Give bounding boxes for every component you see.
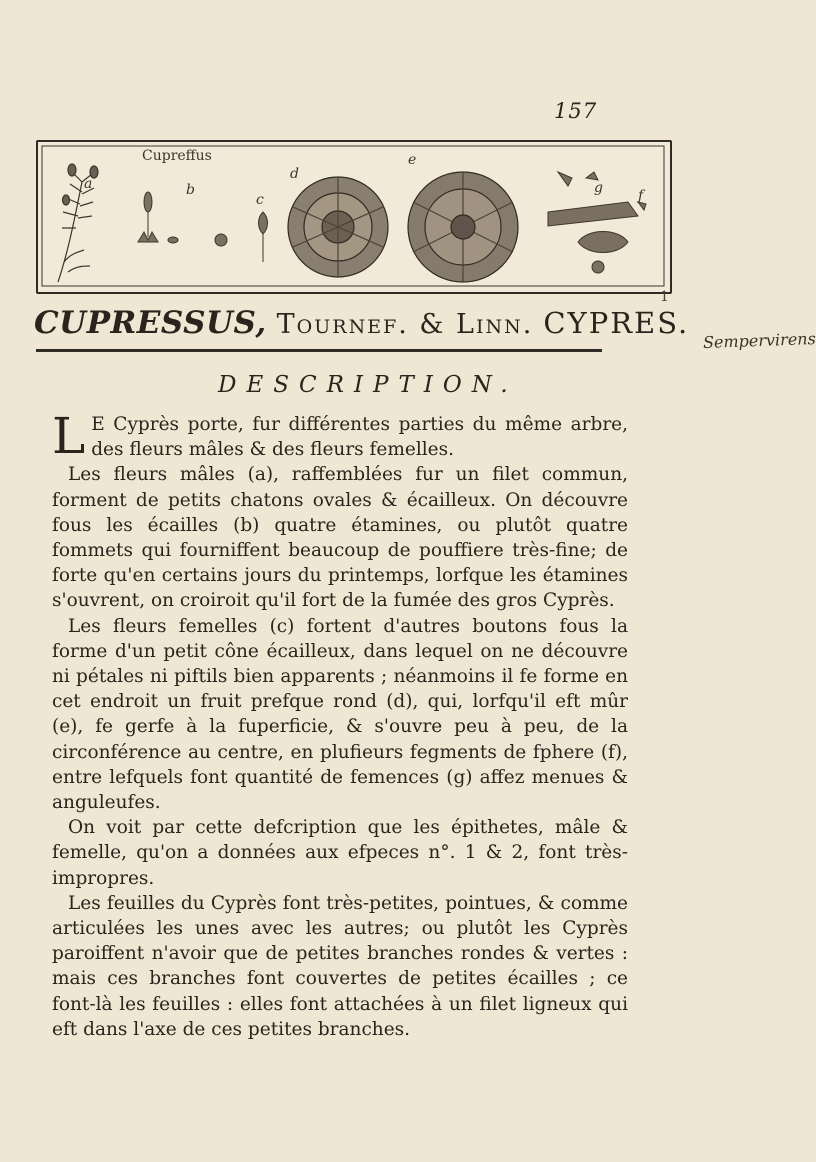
title-rule	[36, 349, 602, 352]
drop-cap: L	[52, 407, 86, 465]
plate-letter-c: c	[256, 192, 264, 208]
paragraph-1	[52, 407, 628, 465]
plate-letter-e: e	[408, 152, 417, 168]
paragraph-4: On voit par cette defcription que les épithetes, mâle & femelle, qu'on a données aux efpeces n°. 1 & 2, font très-impropres.	[52, 817, 628, 889]
botanical-plate	[36, 140, 672, 294]
title-authorities: Tournef. & Linn.	[276, 309, 534, 340]
plate-letter-b: b	[186, 182, 195, 198]
plate-letter-a: a	[84, 176, 93, 192]
page-title	[34, 305, 690, 341]
cone-e-drawing	[408, 172, 518, 282]
paragraph-2: Les fleurs mâles (a), raffemblées fur un filet commun, forment de petits chatons ovales & écailleux. On découvre fous les écailles (b) quatre étamines, ou plutôt quatre fommets qui fourniffent beaucoup de pouffiere très-fine; de forte qu'en certains jours du printemps, lorfque les étamines s'ouvrent, on croiroit qu'il fort de la fumée des gros Cyprès.	[52, 464, 628, 612]
handwritten-marginal-note: Sempervirens	[702, 329, 816, 352]
plate-illustration	[38, 142, 670, 292]
title-genus: CUPRESSUS,	[34, 305, 267, 341]
section-heading: DESCRIPTION.	[218, 372, 518, 398]
page-number: 157	[554, 99, 598, 123]
plate-letter-f: f	[638, 188, 644, 204]
plate-letter-g: g	[594, 180, 603, 196]
marginal-mark: 1	[660, 289, 669, 305]
plate-letter-d: d	[290, 166, 299, 182]
description-body	[52, 407, 628, 1042]
paragraph-5: Les feuilles du Cyprès font très-petites, pointues, & comme articulées les unes avec les autres; ou plutôt les Cyprès paroiffent n'avoir que de petites branches rondes & vertes : mais ces branches font couvertes de petites écailles ; ce font-là les feuilles : elles font attachées à un filet ligneux qui eft dans l'axe de ces petites branches.	[52, 892, 628, 1040]
paragraph-1-text: E Cyprès porte, fur différentes parties du même arbre, des fleurs mâles & des fleurs femelles.	[91, 414, 628, 461]
paragraph-3: Les fleurs femelles (c) fortent d'autres boutons fous la forme d'un petit cône écailleux, dans lequel on ne découvre ni pétales ni piftils bien apparents ; néanmoins il fe forme en cet endroit un fruit prefque rond (d), qui, lorfqu'il eft mûr (e), fe gerfe à la fuperficie, & s'ouvre peu à peu, de la circonférence au centre, en plufieurs fegments de fphere (f), entre lefquels font quantité de femences (g) affez menues & anguleufes.	[52, 615, 628, 814]
title-french-name: CYPRES.	[543, 306, 690, 340]
plate-caption: Cupreffus	[142, 148, 212, 164]
cone-d-drawing	[288, 177, 388, 277]
